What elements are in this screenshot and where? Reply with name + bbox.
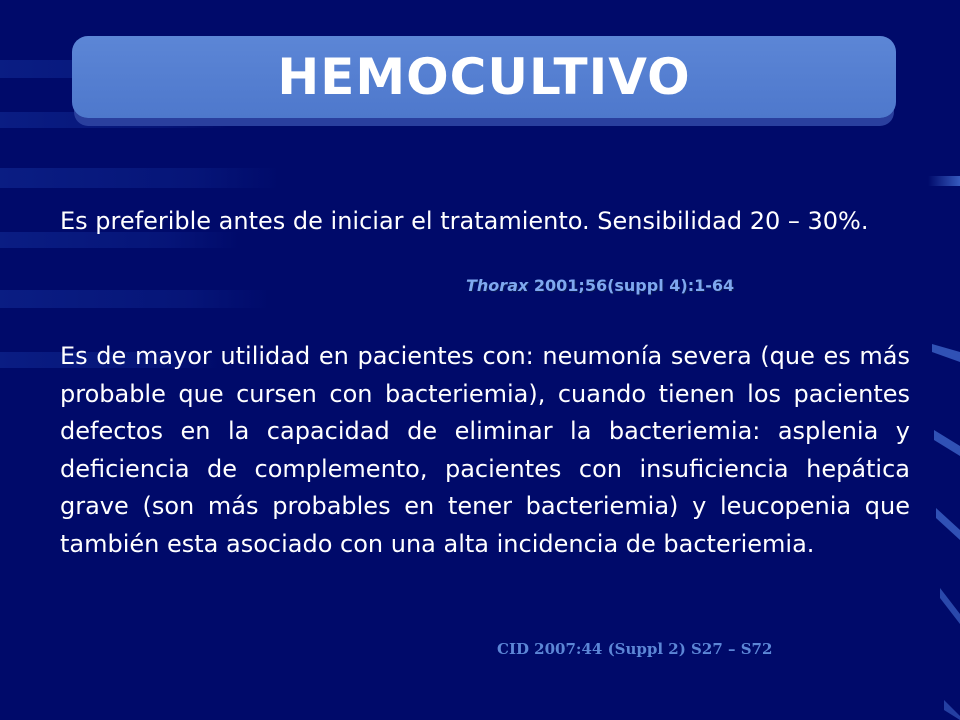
paragraph-indications: Es de mayor utilidad en pacientes con: neumonía severa (que es más probable que cursen con bacteriemia), cuando tienen los pacientes defectos en la capacidad de eliminar la bacteriemia: asplenia y deficiencia de complemento, pacientes con insuficiencia hepática grave (son más probables en tener bacteriemia) y leucopenia que también esta asociado con una alta incidencia de bacteriemia. xyxy=(60,342,910,558)
title-banner xyxy=(72,36,896,118)
slide-title: HEMOCULTIVO xyxy=(277,48,691,106)
citation-details: 2001;56(suppl 4):1-64 xyxy=(528,276,735,295)
citation-journal: Thorax xyxy=(466,276,529,295)
citation-cid: CID 2007:44 (Suppl 2) S27 – S72 xyxy=(497,640,773,658)
citation-thorax xyxy=(466,276,734,295)
paragraph-intro: Es preferible antes de iniciar el tratamiento. Sensibilidad 20 – 30%. xyxy=(60,207,869,235)
